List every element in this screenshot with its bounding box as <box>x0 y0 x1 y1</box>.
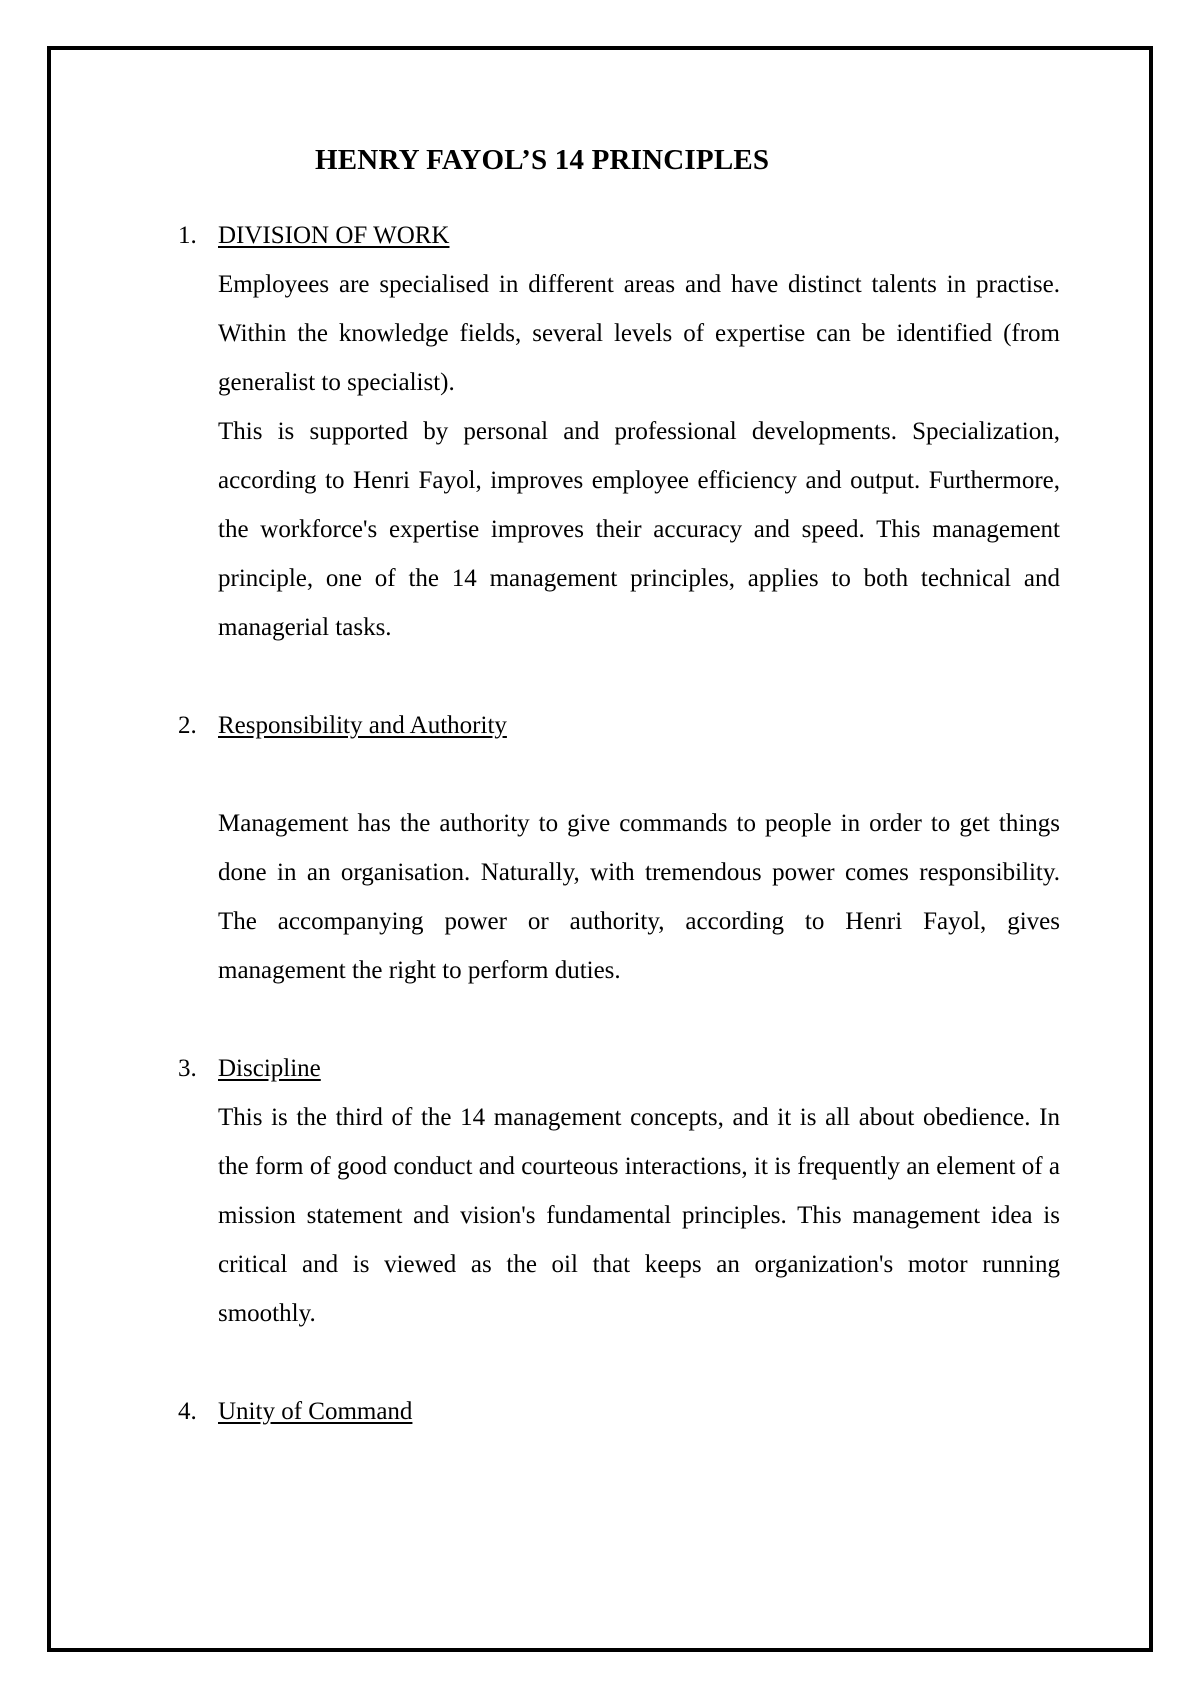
section-number: 3. <box>178 1055 197 1082</box>
section-number: 4. <box>178 1398 197 1425</box>
section-heading: Unity of Command <box>218 1398 413 1425</box>
section-paragraph: This is the third of the 14 management concepts, and it is all about obedience. In the form of good conduct and courteous interactions, it is frequently an element of a mission statement and vision's fundamental principles. This management idea is critical and is viewed as the oil that keeps an organization's motor running smoothly. <box>218 1104 1060 1327</box>
section-heading: DIVISION OF WORK <box>218 222 450 249</box>
section-paragraph: Employees are specialised in different areas and have distinct talents in practise. Within the knowledge fields, several levels of expertise can be identified (from generalist to specialist). <box>218 271 1060 396</box>
section-paragraph: This is supported by personal and professional developments. Specialization, according to Henri Fayol, improves employee efficiency and output. Furthermore, the workforce's expertise improves their accuracy and speed. This management principle, one of the 14 management principles, applies to both technical and managerial tasks. <box>218 418 1060 641</box>
section-number: 2. <box>178 712 197 739</box>
section-number: 1. <box>178 222 197 249</box>
document-title: HENRY FAYOL’S 14 PRINCIPLES <box>315 144 770 176</box>
section-heading: Discipline <box>218 1055 321 1082</box>
section-heading: Responsibility and Authority <box>218 712 507 739</box>
section-paragraph: Management has the authority to give commands to people in order to get things done in an organisation. Naturally, with tremendous power comes responsibility. The accompanying power or authority, according to Henri Fayol, gives management the right to perform duties. <box>218 810 1060 984</box>
